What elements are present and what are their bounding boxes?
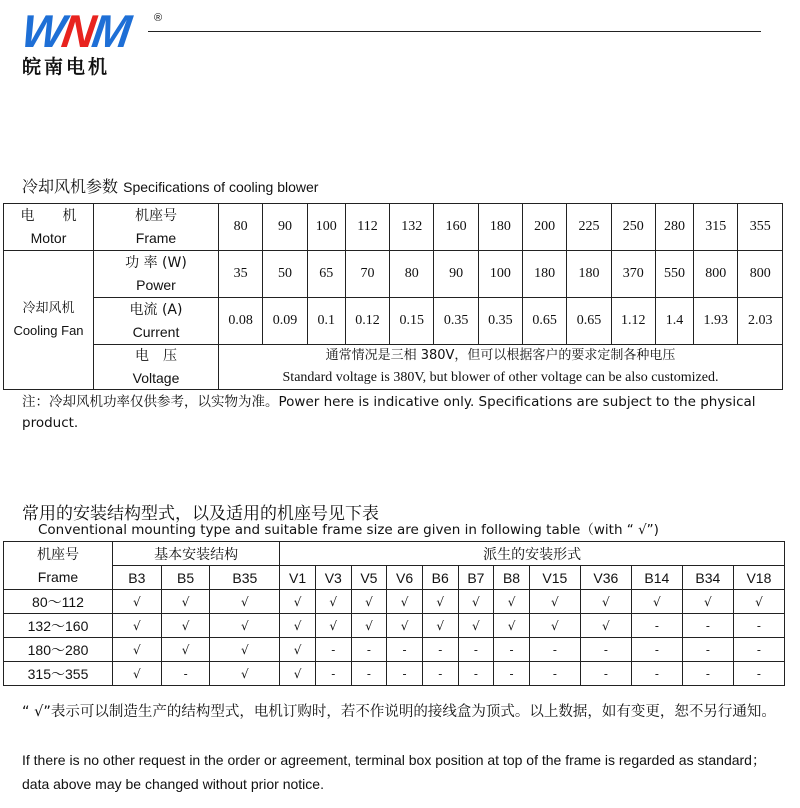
frame-cell: 250 (611, 204, 655, 251)
section2-note-cn: “ √”表示可以制造生产的结构型式，电机订购时，若不作说明的接线盒为顶式。以上数据，如有变更，恕不另行通知。 (22, 704, 776, 720)
mounting-type-header: B3 (113, 566, 162, 590)
availability-cell: - (422, 638, 458, 662)
frame-header: 机座号 Frame (4, 542, 113, 590)
frame-cell: 225 (567, 204, 611, 251)
frame-cell: 160 (434, 204, 478, 251)
power-cell: 100 (478, 251, 522, 298)
availability-cell: - (458, 638, 494, 662)
registered-mark: ® (154, 12, 163, 24)
current-cell: 0.08 (219, 298, 263, 345)
mounting-type-header: V6 (387, 566, 423, 590)
section1-note: 注：冷却风机功率仅供参考，以实物为准。Power here is indicative only. Specifications are subject to the physical product. (22, 394, 756, 431)
mounting-type-header: B35 (210, 566, 280, 590)
table-row (4, 638, 785, 662)
availability-cell: √ (387, 614, 423, 638)
frame-cell: 80 (219, 204, 263, 251)
availability-cell: √ (315, 590, 351, 614)
availability-cell: - (387, 638, 423, 662)
mounting-type-header: V15 (529, 566, 580, 590)
availability-cell: √ (529, 614, 580, 638)
availability-cell: √ (580, 614, 631, 638)
availability-cell: - (682, 638, 733, 662)
table-row (4, 662, 785, 686)
current-cell: 0.35 (434, 298, 478, 345)
availability-cell: √ (113, 590, 162, 614)
availability-cell: √ (733, 590, 784, 614)
motor-header: 电 机 Motor (4, 204, 94, 251)
power-cell: 800 (738, 251, 783, 298)
frame-range-cell: 315～355 (4, 662, 113, 686)
availability-cell: - (494, 638, 530, 662)
voltage-header: 电 压 Voltage (94, 345, 219, 390)
availability-cell: √ (682, 590, 733, 614)
current-cell: 0.65 (567, 298, 611, 345)
availability-cell: √ (529, 590, 580, 614)
power-cell: 180 (567, 251, 611, 298)
title-cn: 冷却风机参数 (22, 177, 119, 196)
frame-cell: 280 (655, 204, 693, 251)
current-cell: 2.03 (738, 298, 783, 345)
current-cell: 0.65 (523, 298, 567, 345)
availability-cell: - (458, 662, 494, 686)
availability-cell: √ (494, 614, 530, 638)
availability-cell: - (351, 638, 387, 662)
availability-cell: - (631, 638, 682, 662)
availability-cell: √ (387, 590, 423, 614)
mounting-type-header: B5 (161, 566, 210, 590)
availability-cell: √ (280, 590, 316, 614)
availability-cell: √ (210, 638, 280, 662)
title-en: Specifications of cooling blower (123, 179, 319, 195)
mounting-type-table (3, 541, 785, 686)
frame-cell: 180 (478, 204, 522, 251)
availability-cell: √ (315, 614, 351, 638)
availability-cell: - (161, 662, 210, 686)
availability-cell: - (580, 662, 631, 686)
current-cell: 1.12 (611, 298, 655, 345)
current-cell: 1.4 (655, 298, 693, 345)
frame-header: 机座号 Frame (94, 204, 219, 251)
availability-cell: √ (161, 638, 210, 662)
availability-cell: - (580, 638, 631, 662)
power-cell: 70 (345, 251, 389, 298)
frame-cell: 355 (738, 204, 783, 251)
power-cell: 90 (434, 251, 478, 298)
company-logo (18, 5, 163, 78)
availability-cell: - (682, 662, 733, 686)
availability-cell: √ (113, 638, 162, 662)
availability-cell: √ (458, 614, 494, 638)
mounting-type-header: V1 (280, 566, 316, 590)
current-cell: 0.35 (478, 298, 522, 345)
availability-cell: √ (280, 638, 316, 662)
power-cell: 800 (694, 251, 738, 298)
frame-cell: 112 (345, 204, 389, 251)
mounting-type-header: V36 (580, 566, 631, 590)
power-cell: 370 (611, 251, 655, 298)
availability-cell: - (315, 662, 351, 686)
availability-cell: √ (422, 614, 458, 638)
mounting-type-header: V18 (733, 566, 784, 590)
current-cell: 0.12 (345, 298, 389, 345)
section2-note-en: If there is no other request in the order or agreement, terminal box position at top of the frame is regarded as standard；data above may be changed without prior notice. (22, 752, 766, 792)
company-name: 皖南电机 (22, 56, 111, 78)
availability-cell: - (422, 662, 458, 686)
availability-cell: - (631, 662, 682, 686)
section2-title: 常用的安装结构型式，以及适用的机座号见下表 (22, 504, 379, 524)
availability-cell: - (733, 662, 784, 686)
frame-cell: 100 (307, 204, 345, 251)
power-cell: 65 (307, 251, 345, 298)
availability-cell: √ (458, 590, 494, 614)
power-cell: 35 (219, 251, 263, 298)
availability-cell: - (387, 662, 423, 686)
availability-cell: - (631, 614, 682, 638)
availability-cell: √ (113, 662, 162, 686)
power-cell: 550 (655, 251, 693, 298)
frame-cell: 132 (390, 204, 434, 251)
availability-cell: √ (631, 590, 682, 614)
mounting-type-header: B8 (494, 566, 530, 590)
fan-header: 冷却风机 Cooling Fan (4, 251, 94, 390)
frame-cell: 200 (523, 204, 567, 251)
availability-cell: - (529, 638, 580, 662)
availability-cell: - (315, 638, 351, 662)
availability-cell: √ (351, 614, 387, 638)
availability-cell: - (733, 614, 784, 638)
section2-subtitle: Conventional mounting type and suitable frame size are given in following table（with “ √”) (38, 522, 659, 538)
header-rule (148, 31, 761, 32)
availability-cell: √ (113, 614, 162, 638)
cooling-blower-table (3, 203, 783, 390)
mounting-type-header: B14 (631, 566, 682, 590)
voltage-value: 通常情况是三相 380V，但可以根据客户的要求定制各种电压 Standard voltage is 380V, but blower of other voltage can be also customized. (219, 345, 783, 390)
mounting-type-header: B6 (422, 566, 458, 590)
current-cell: 0.09 (263, 298, 307, 345)
table-row (4, 614, 785, 638)
current-header: 电流 (A) Current (94, 298, 219, 345)
current-cell: 0.15 (390, 298, 434, 345)
power-header: 功 率 (W) Power (94, 251, 219, 298)
availability-cell: √ (161, 614, 210, 638)
availability-cell: - (351, 662, 387, 686)
frame-cell: 90 (263, 204, 307, 251)
basic-mounting-header: 基本安装结构 (113, 542, 280, 566)
availability-cell: √ (422, 590, 458, 614)
current-cell: 0.1 (307, 298, 345, 345)
availability-cell: √ (210, 662, 280, 686)
availability-cell: √ (280, 614, 316, 638)
frame-range-cell: 80～112 (4, 590, 113, 614)
availability-cell: √ (580, 590, 631, 614)
power-cell: 50 (263, 251, 307, 298)
frame-cell: 315 (694, 204, 738, 251)
availability-cell: - (733, 638, 784, 662)
power-cell: 180 (523, 251, 567, 298)
availability-cell: - (682, 614, 733, 638)
mounting-type-header: V3 (315, 566, 351, 590)
availability-cell: √ (210, 590, 280, 614)
availability-cell: √ (494, 590, 530, 614)
power-cell: 80 (390, 251, 434, 298)
mounting-type-header: B34 (682, 566, 733, 590)
current-cell: 1.93 (694, 298, 738, 345)
section1-title (22, 174, 318, 197)
availability-cell: √ (351, 590, 387, 614)
availability-cell: √ (210, 614, 280, 638)
availability-cell: √ (280, 662, 316, 686)
availability-cell: - (494, 662, 530, 686)
mounting-type-header: V5 (351, 566, 387, 590)
availability-cell: - (529, 662, 580, 686)
frame-range-cell: 180～280 (4, 638, 113, 662)
table-row (4, 590, 785, 614)
derived-mounting-header: 派生的安装形式 (280, 542, 785, 566)
mounting-type-header: B7 (458, 566, 494, 590)
logo-mark: WNM (18, 5, 132, 57)
frame-range-cell: 132～160 (4, 614, 113, 638)
availability-cell: √ (161, 590, 210, 614)
